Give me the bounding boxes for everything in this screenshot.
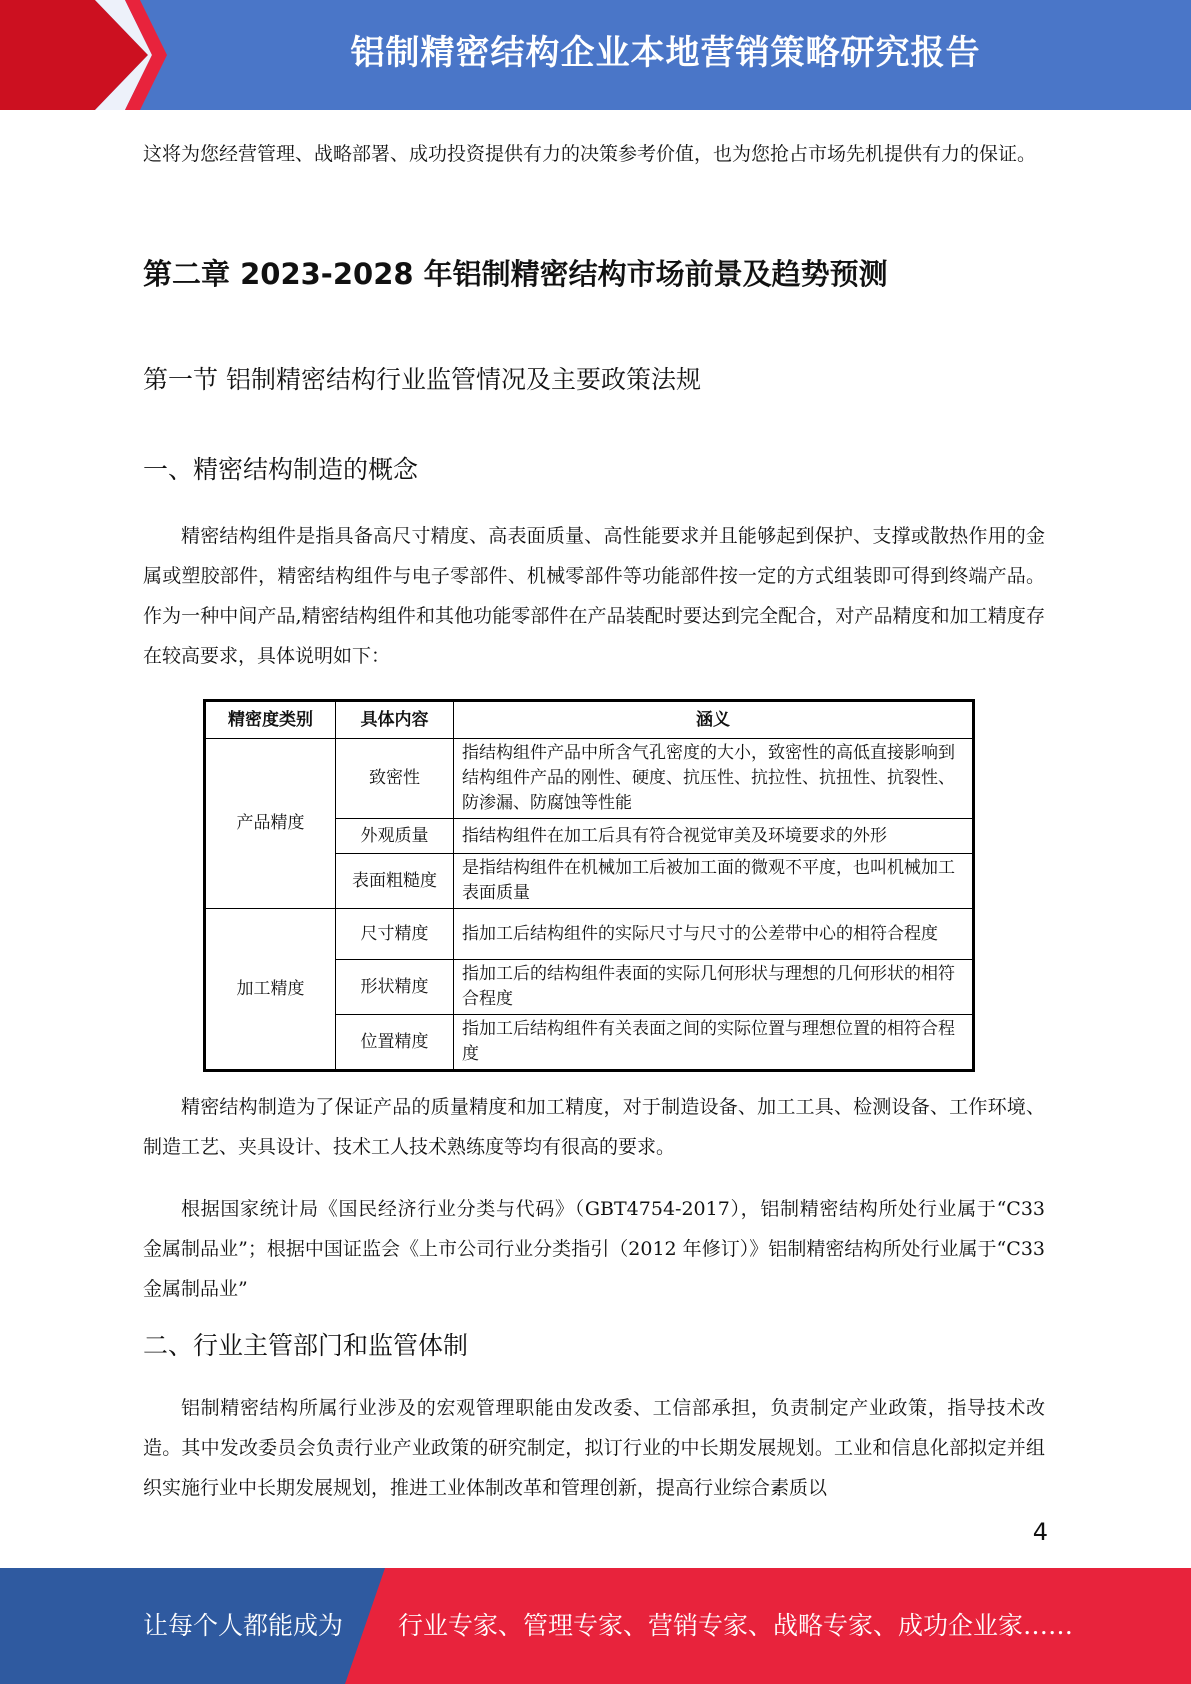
table-row <box>205 739 974 819</box>
precision-table-wrapper <box>203 699 975 1072</box>
meaning-cell: 指结构组件在加工后具有符合视觉审美及环境要求的外形 <box>454 819 974 854</box>
table-header-cell: 具体内容 <box>336 701 454 739</box>
item-cell: 位置精度 <box>336 1015 454 1071</box>
table-header-row <box>205 701 974 739</box>
page-number: 4 <box>1032 1518 1048 1546</box>
category-cell: 产品精度 <box>205 739 336 909</box>
table-row <box>205 909 974 960</box>
chapter-title: 第二章 2023-2028 年铝制精密结构市场前景及趋势预测 <box>143 257 888 291</box>
subsection-title-2: 二、行业主管部门和监管体制 <box>143 1331 469 1360</box>
intro-paragraph: 这将为您经营管理、战略部署、成功投资提供有力的决策参考价值，也为您抢占市场先机提供有力的保证。 <box>143 143 1037 165</box>
item-cell: 表面粗糙度 <box>336 854 454 909</box>
regulation-paragraph: 铝制精密结构所属行业涉及的宏观管理职能由发改委、工信部承担，负责制定产业政策，指导技术改造。其中发改委员会负责行业产业政策的研究制定，拟订行业的中长期发展规划。工业和信息化部拟定并组织实施行业中长期发展规划，推进工业体制改革和管理创新，提高行业综合素质以 <box>143 1397 1045 1499</box>
table-header-cell: 精密度类别 <box>205 701 336 739</box>
meaning-cell: 指加工后结构组件的实际尺寸与尺寸的公差带中心的相符合程度 <box>454 909 974 960</box>
meaning-cell: 指结构组件产品中所含气孔密度的大小，致密性的高低直接影响到结构组件产品的刚性、硬度、抗压性、抗拉性、抗扭性、抗裂性、防渗漏、防腐蚀等性能 <box>454 739 974 819</box>
concept-paragraph: 精密结构组件是指具备高尺寸精度、高表面质量、高性能要求并且能够起到保护、支撑或散热作用的金属或塑胶部件，精密结构组件与电子零部件、机械零部件等功能部件按一定的方式组装即可得到终端产品。作为一种中间产品,精密结构组件和其他功能零部件在产品装配时要达到完全配合，对产品精度和加工精度存在较高要求，具体说明如下： <box>143 525 1045 667</box>
table-header-cell: 涵义 <box>454 701 974 739</box>
classification-paragraph: 根据国家统计局《国民经济行业分类与代码》（GBT4754-2017），铝制精密结构所处行业属于“C33 金属制品业”；根据中国证监会《上市公司行业分类指引（2012 年修订）》铝制精密结构所处行业属于“C33 金属制品业” <box>143 1198 1045 1300</box>
meaning-cell: 指加工后的结构组件表面的实际几何形状与理想的几何形状的相符合程度 <box>454 960 974 1015</box>
footer-banner <box>0 1568 1191 1684</box>
manufacturing-paragraph: 精密结构制造为了保证产品的质量精度和加工精度，对于制造设备、加工工具、检测设备、工作环境、制造工艺、夹具设计、技术工人技术熟练度等均有很高的要求。 <box>143 1096 1045 1158</box>
footer-slogan-right: 行业专家、管理专家、营销专家、战略专家、成功企业家…… <box>398 1611 1074 1640</box>
item-cell: 尺寸精度 <box>336 909 454 960</box>
section-title: 第一节 铝制精密结构行业监管情况及主要政策法规 <box>143 365 701 394</box>
footer-slogan-left: 让每个人都能成为 <box>143 1611 344 1640</box>
precision-table <box>203 699 975 1072</box>
subsection-title-1: 一、精密结构制造的概念 <box>143 455 419 484</box>
report-title: 铝制精密结构企业本地营销策略研究报告 <box>350 33 981 73</box>
header-banner <box>0 0 1191 110</box>
item-cell: 致密性 <box>336 739 454 819</box>
category-cell: 加工精度 <box>205 909 336 1071</box>
item-cell: 外观质量 <box>336 819 454 854</box>
meaning-cell: 是指结构组件在机械加工后被加工面的微观不平度，也叫机械加工表面质量 <box>454 854 974 909</box>
item-cell: 形状精度 <box>336 960 454 1015</box>
meaning-cell: 指加工后结构组件有关表面之间的实际位置与理想位置的相符合程度 <box>454 1015 974 1071</box>
